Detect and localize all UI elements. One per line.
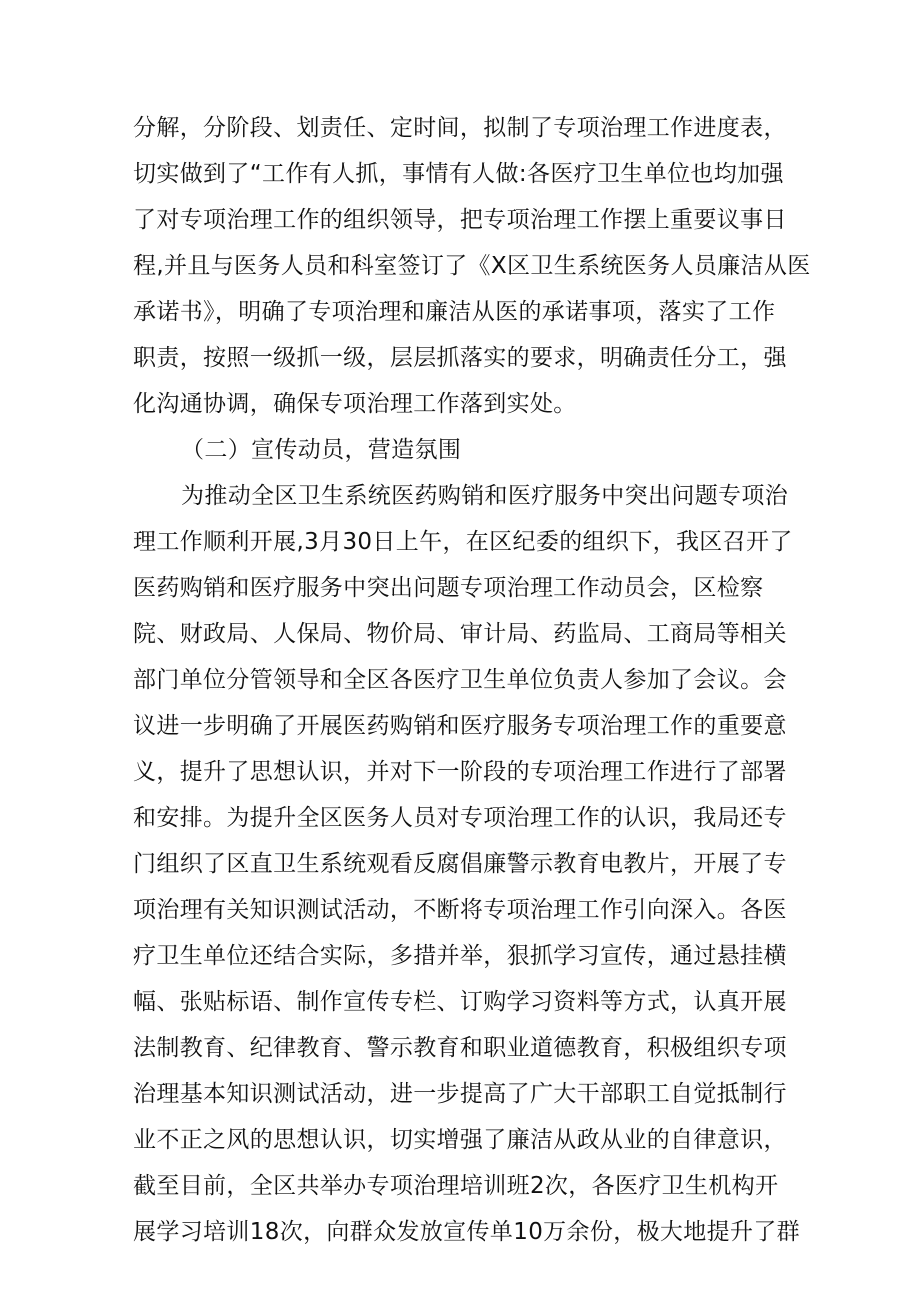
paragraph-line: 截至目前，全区共举办专项治理培训班2次，各医疗卫生机构开 [133,1173,779,1199]
paragraph-line: 为推动全区卫生系统医药购销和医疗服务中突出问题专项治 [181,483,789,509]
paragraph-line: 义，提升了思想认识，并对下一阶段的专项治理工作进行了部署 [133,759,787,785]
paragraph-line: 议进一步明确了开展医药购销和医疗服务专项治理工作的重要意 [133,713,787,739]
paragraph-line: 法制教育、纪律教育、警示教育和职业道德教育，积极组织专项 [133,1035,787,1061]
paragraph-line: 展学习培训18次，向群众发放宣传单10万余份，极大地提升了群 [133,1219,801,1245]
paragraph-line: 职责，按照一级抓一级，层层抓落实的要求，明确责任分工，强 [133,345,787,371]
paragraph-line: 化沟通协调，确保专项治理工作落到实处。 [133,391,577,417]
paragraph-line: 了对专项治理工作的组织领导，把专项治理工作摆上重要议事日 [133,207,787,233]
paragraph-line: 理工作顺利开展,3月30日上午，在区纪委的组织下，我区召开了 [133,529,793,555]
paragraph-line: 分解，分阶段、划责任、定时间，拟制了专项治理工作进度表， [133,115,787,141]
paragraph-line: 部门单位分管领导和全区各医疗卫生单位负责人参加了会议。会 [133,667,787,693]
paragraph-line: 疗卫生单位还结合实际，多措并举，狠抓学习宣传，通过悬挂横 [133,943,787,969]
paragraph-line: 幅、张贴标语、制作宣传专栏、订购学习资料等方式，认真开展 [133,989,787,1015]
paragraph-line: 门组织了区直卫生系统观看反腐倡廉警示教育电教片，开展了专 [133,851,787,877]
paragraph-line: 和安排。为提升全区医务人员对专项治理工作的认识，我局还专 [133,805,787,831]
paragraph-line: 项治理有关知识测试活动，不断将专项治理工作引向深入。各医 [133,897,787,923]
paragraph-line: 治理基本知识测试活动，进一步提高了广大干部职工自觉抵制行 [133,1081,787,1107]
paragraph-line: 切实做到了“工作有人抓，事情有人做:各医疗卫生单位也均加强 [133,161,784,187]
paragraph-line: 程,并且与医务人员和科室签订了《X区卫生系统医务人员廉洁从医 [133,253,811,279]
paragraph-line: 业不正之风的思想认识，切实增强了廉洁从政从业的自律意识， [133,1127,787,1153]
paragraph-line: 医药购销和医疗服务中突出问题专项治理工作动员会，区检察 [133,575,764,601]
paragraph-line: 承诺书》，明确了专项治理和廉洁从医的承诺事项，落实了工作 [133,299,776,325]
section-heading: （二）宣传动员，营造氛围 [181,437,462,463]
paragraph-line: 院、财政局、人保局、物价局、审计局、药监局、工商局等相关 [133,621,787,647]
